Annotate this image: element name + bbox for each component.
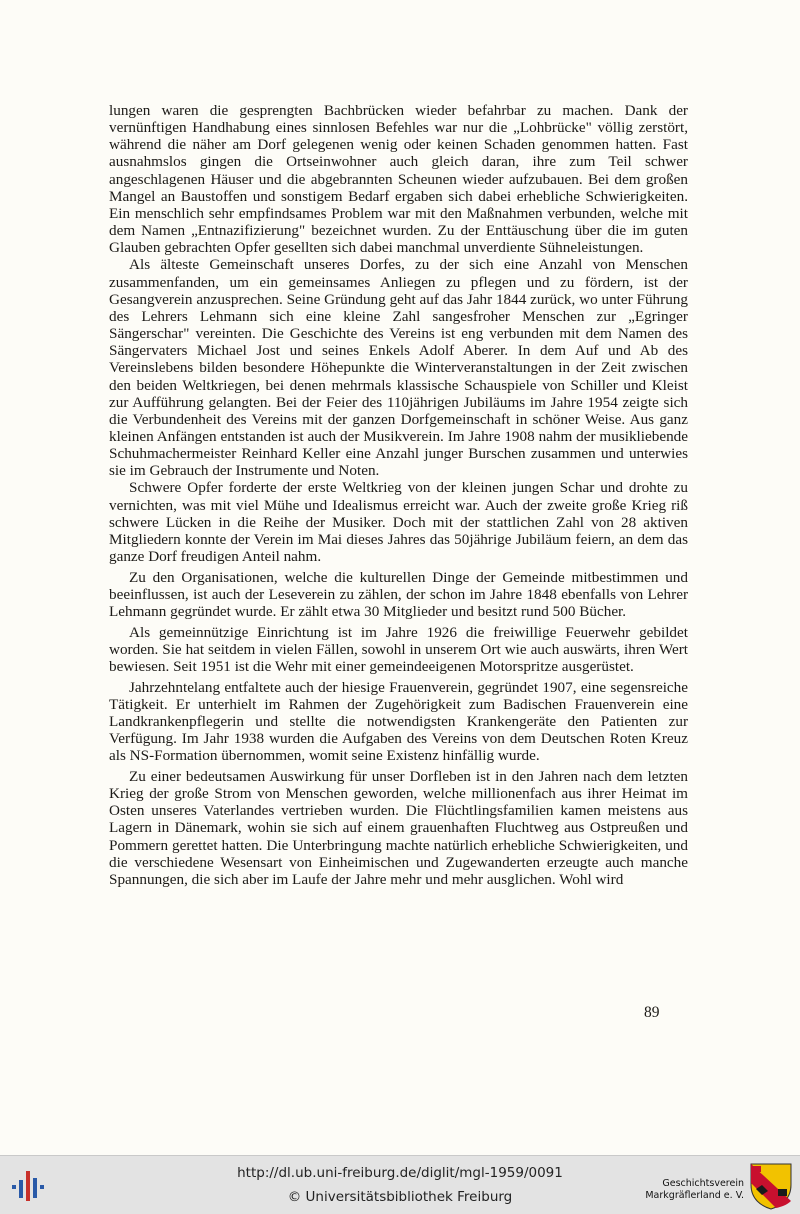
copyright-text: © Universitätsbibliothek Freiburg (287, 1189, 513, 1205)
paragraph: Als gemeinnützige Einrichtung ist im Jahre 1926 die freiwillige Feuerwehr gebildet worden. Sie hat seitdem in vielen Fällen, sowohl in unserem Ort wie auch auswärts, ihren Wert bewiesen. Seit 1951 ist die Wehr mit einer gemeindeeigenen Motorspritze ausgerüstet. (109, 623, 688, 675)
document-url-link[interactable]: http://dl.ub.uni-freiburg.de/diglit/mgl-1959/0091 (237, 1165, 563, 1181)
society-crest-icon[interactable] (748, 1161, 794, 1211)
society-name-line1: Geschichtsverein (662, 1178, 744, 1189)
paragraph: Als älteste Gemeinschaft unseres Dorfes, zu der sich eine Anzahl von Menschen zusammenfanden, um ein gemeinsames Anliegen zu pflegen und zu fördern, ist der Gesangverein anzusprechen. Seine Gründung geht auf das Jahr 1844 zurück, wo unter Führung des Lehrers Lehmann sich eine kleine Zahl sangesfroher Menschen zur „Egringer Sängerschar" vereinten. Die Geschichte des Vereins ist eng verbunden mit dem Namen des Sängervaters Michael Jost und seines Enkels Adolf Aberer. In dem Auf und Ab des Vereinslebens bilden besondere Höhepunkte die Winterveranstaltungen in der Zeit zwischen den beiden Weltkriegen, bei denen mehrmals klassische Schauspiele von Schiller und Kleist zur Aufführung gelangten. Bei der Feier des 110jährigen Jubiläums im Jahre 1954 zeigte sich die Verbundenheit des Vereins mit der ganzen Dorfgemeinschaft in schöner Weise. Aus ganz kleinen Anfängen entstanden ist auch der Musikverein. Im Jahre 1908 nahm der musikliebende Schuhmachermeister Reinhard Keller eine Anzahl junger Burschen zusammen und unterwies sie im Gebrauch der Instrumente und Noten. (109, 256, 688, 480)
paragraph: Zu den Organisationen, welche die kulturellen Dinge der Gemeinde mitbestimmen und beeinflussen, ist auch der Leseverein zu zählen, der schon im Jahre 1848 ebenfalls von Lehrer Lehmann gegründet wurde. Er zählt etwa 30 Mitglieder und besitzt rund 500 Bücher. (109, 568, 688, 621)
paragraph: Zu einer bedeutsamen Auswirkung für unser Dorfleben ist in den Jahren nach dem letzten Krieg der große Strom von Menschen geworden, welche millionenfach aus ihrer Heimat im Osten unseres Vaterlandes vertrieben wurden. Die Flüchtlingsfamilien kamen meistens aus Lagern in Dänemark, wohin sie sich auf einem grauenhaften Fluchtweg aus Ostpreußen und Pommern gerettet hatten. Die Unterbringung machte natürlich erhebliche Schwierigkeiten, und die verschiedene Wesensart von Einheimischen und Zugewanderten erzeugte auch manche Spannungen, die sich aber im Laufe der Jahre mehr und mehr ausglichen. Wohl wird (109, 767, 688, 888)
society-name-line2: Markgräflerland e. V. (645, 1190, 744, 1201)
body-text (109, 102, 688, 888)
paragraph: lungen waren die gesprengten Bachbrücken wieder befahrbar zu machen. Dank der vernünftigen Handhabung eines sinnlosen Befehles war nur die „Lohbrücke" völlig zerstört, während die näher am Dorf gelegenen wenig oder keinen Schaden genommen hatten. Fast ausnahmslos gingen die Ortseinwohner auch gleich daran, ihre zum Teil schwer angeschlagenen Häuser und die abgebrannten Scheunen wieder aufzubauen. Bei dem großen Mangel an Baustoffen und sonstigem Bedarf ergaben sich dabei erhebliche Schwierigkeiten. Ein menschlich sehr empfindsames Problem war mit den Maßnahmen verbunden, welche mit dem Namen „Entnazifizierung" bezeichnet wurden. Zu der Enttäuschung über die im guten Glauben gebrachten Opfer gesellten sich dabei manchmal unverdiente Sühneleistungen. (109, 102, 688, 257)
paragraph: Schwere Opfer forderte der erste Weltkrieg von der kleinen jungen Schar und drohte zu vernichten, was mit viel Mühe und Idealismus erreicht war. Auch der zweite große Krieg riß schwere Lücken in die Reihe der Musiker. Doch mit der stattlichen Zahl von 28 aktiven Mitgliedern konnte der Verein im Mai dieses Jahres das 50jährige Jubiläum feiern, an dem das ganze Dorf freudigen Anteil nahm. (109, 479, 688, 566)
viewer-footer (0, 1155, 800, 1214)
page-number: 89 (644, 1004, 660, 1021)
paragraph: Jahrzehntelang entfaltete auch der hiesige Frauenverein, gegründet 1907, eine segensreiche Tätigkeit. Er unterhielt im Rahmen der Zugehörigkeit zum Badischen Frauenverein eine Landkrankenpflegerin und stellte die notwendigsten Krankengeräte den Patienten zur Verfügung. Im Jahr 1938 wurden die Aufgaben des Vereins von dem Deutschen Roten Kreuz als NS-Formation übernommen, womit seine Existenz hinfällig wurde. (109, 678, 688, 765)
society-name (632, 1178, 744, 1202)
